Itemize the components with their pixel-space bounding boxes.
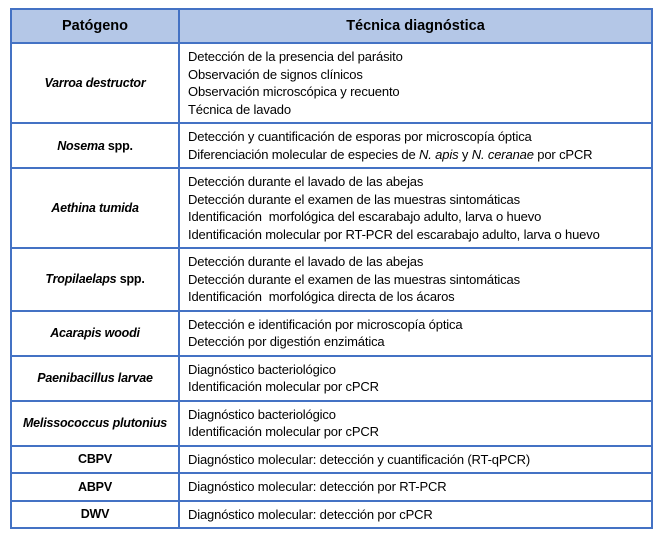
text-segment: Diagnóstico molecular: detección por RT-PCR	[188, 479, 447, 494]
text-segment: Identificación morfológica del escarabajo adulto, larva o huevo	[188, 209, 542, 224]
text-segment: Detección y cuantificación de esporas por microscopía óptica	[188, 129, 532, 144]
header-cell-technique: Técnica diagnóstica	[179, 9, 652, 43]
technique-line	[188, 128, 649, 146]
pathogen-cell	[11, 43, 179, 123]
text-segment: Observación microscópica y recuento	[188, 84, 400, 99]
text-segment: DWV	[80, 507, 110, 522]
text-segment: y	[458, 146, 472, 162]
table-row	[11, 446, 652, 474]
text-segment: Detección durante el examen de las muestras sintomáticas	[188, 271, 520, 287]
text-segment: Identificación morfológica directa de los ácaros	[188, 289, 455, 304]
text-segment: Detección durante el examen de las muestras sintomáticas	[188, 191, 520, 207]
italic-text-segment: Aethina tumida	[51, 201, 139, 215]
technique-cell	[179, 401, 652, 446]
text-segment: Diagnóstico bacteriológico	[188, 406, 336, 422]
technique-cell	[179, 311, 652, 356]
text-segment: ABPV	[78, 479, 112, 494]
text-segment: Detección durante el lavado de las abejas	[188, 174, 424, 189]
header-cell-pathogen: Patógeno	[11, 9, 179, 43]
text-segment: Diagnóstico bacteriológico	[188, 361, 336, 377]
technique-line	[188, 316, 649, 334]
text-segment: Detección de la presencia del parásito	[188, 49, 403, 64]
technique-line	[188, 253, 649, 271]
text-segment: CBPV	[78, 452, 112, 467]
italic-text-segment: Melissococcus plutonius	[22, 416, 168, 430]
text-segment: Técnica de lavado	[188, 101, 291, 117]
text-segment: Detección e identificación por microscopía óptica	[188, 316, 463, 332]
pathogen-cell	[11, 401, 179, 446]
table-row	[11, 401, 652, 446]
table-row	[11, 43, 652, 123]
pathogen-cell	[11, 168, 179, 248]
text-segment: por cPCR	[533, 146, 593, 162]
italic-text-segment: Tropilaelaps	[45, 272, 117, 287]
text-segment: spp.	[116, 272, 145, 287]
italic-text-segment: Acarapis woodi	[50, 326, 140, 340]
technique-line	[188, 271, 649, 289]
table-body	[11, 43, 652, 528]
technique-line	[188, 208, 649, 226]
text-segment: Detección durante el lavado de las abejas	[188, 254, 424, 269]
technique-line	[188, 423, 649, 441]
technique-line	[188, 288, 649, 306]
text-segment: Detección por digestión enzimática	[188, 334, 385, 349]
technique-line	[188, 451, 649, 469]
technique-line	[188, 173, 649, 191]
pathogen-cell	[11, 473, 179, 501]
text-segment: Identificación molecular por cPCR	[188, 379, 379, 394]
technique-cell	[179, 168, 652, 248]
text-segment: Diagnóstico molecular: detección por cPCR	[188, 506, 433, 522]
technique-line	[188, 478, 649, 496]
technique-line	[188, 66, 649, 84]
text-segment: Diagnóstico molecular: detección y cuantificación (RT-qPCR)	[188, 451, 531, 467]
table-row	[11, 123, 652, 168]
italic-text-segment: Varroa destructor	[44, 76, 146, 90]
technique-line	[188, 406, 649, 424]
technique-line	[188, 101, 649, 119]
table-row	[11, 473, 652, 501]
technique-cell	[179, 43, 652, 123]
italic-text-segment: Nosema	[57, 138, 105, 153]
technique-cell	[179, 248, 652, 311]
technique-cell	[179, 123, 652, 168]
table-row	[11, 311, 652, 356]
pathogen-diagnostics-table	[10, 8, 653, 529]
pathogen-cell	[11, 123, 179, 168]
pathogen-cell	[11, 446, 179, 474]
technique-line	[188, 83, 649, 101]
technique-cell	[179, 446, 652, 474]
table-row	[11, 356, 652, 401]
technique-line	[188, 378, 649, 396]
italic-text-segment: N. ceranae	[471, 146, 534, 162]
text-segment: Identificación molecular por RT-PCR del escarabajo adulto, larva o huevo	[188, 226, 600, 242]
pathogen-cell	[11, 248, 179, 311]
technique-cell	[179, 473, 652, 501]
technique-line	[188, 361, 649, 379]
table-row	[11, 248, 652, 311]
technique-line	[188, 48, 649, 66]
technique-line	[188, 333, 649, 351]
pathogen-cell	[11, 311, 179, 356]
pathogen-cell	[11, 356, 179, 401]
technique-line	[188, 226, 649, 244]
technique-line	[188, 506, 649, 524]
text-segment: Identificación molecular por cPCR	[188, 424, 379, 439]
text-segment: Diferenciación molecular de especies de	[188, 146, 420, 162]
header-row	[11, 9, 652, 43]
table-row	[11, 168, 652, 248]
italic-text-segment: Paenibacillus larvae	[37, 371, 153, 385]
technique-line	[188, 191, 649, 209]
technique-cell	[179, 356, 652, 401]
text-segment: Observación de signos clínicos	[188, 66, 363, 82]
italic-text-segment: N. apis	[419, 146, 459, 162]
technique-line	[188, 146, 649, 164]
text-segment: spp.	[104, 138, 133, 153]
